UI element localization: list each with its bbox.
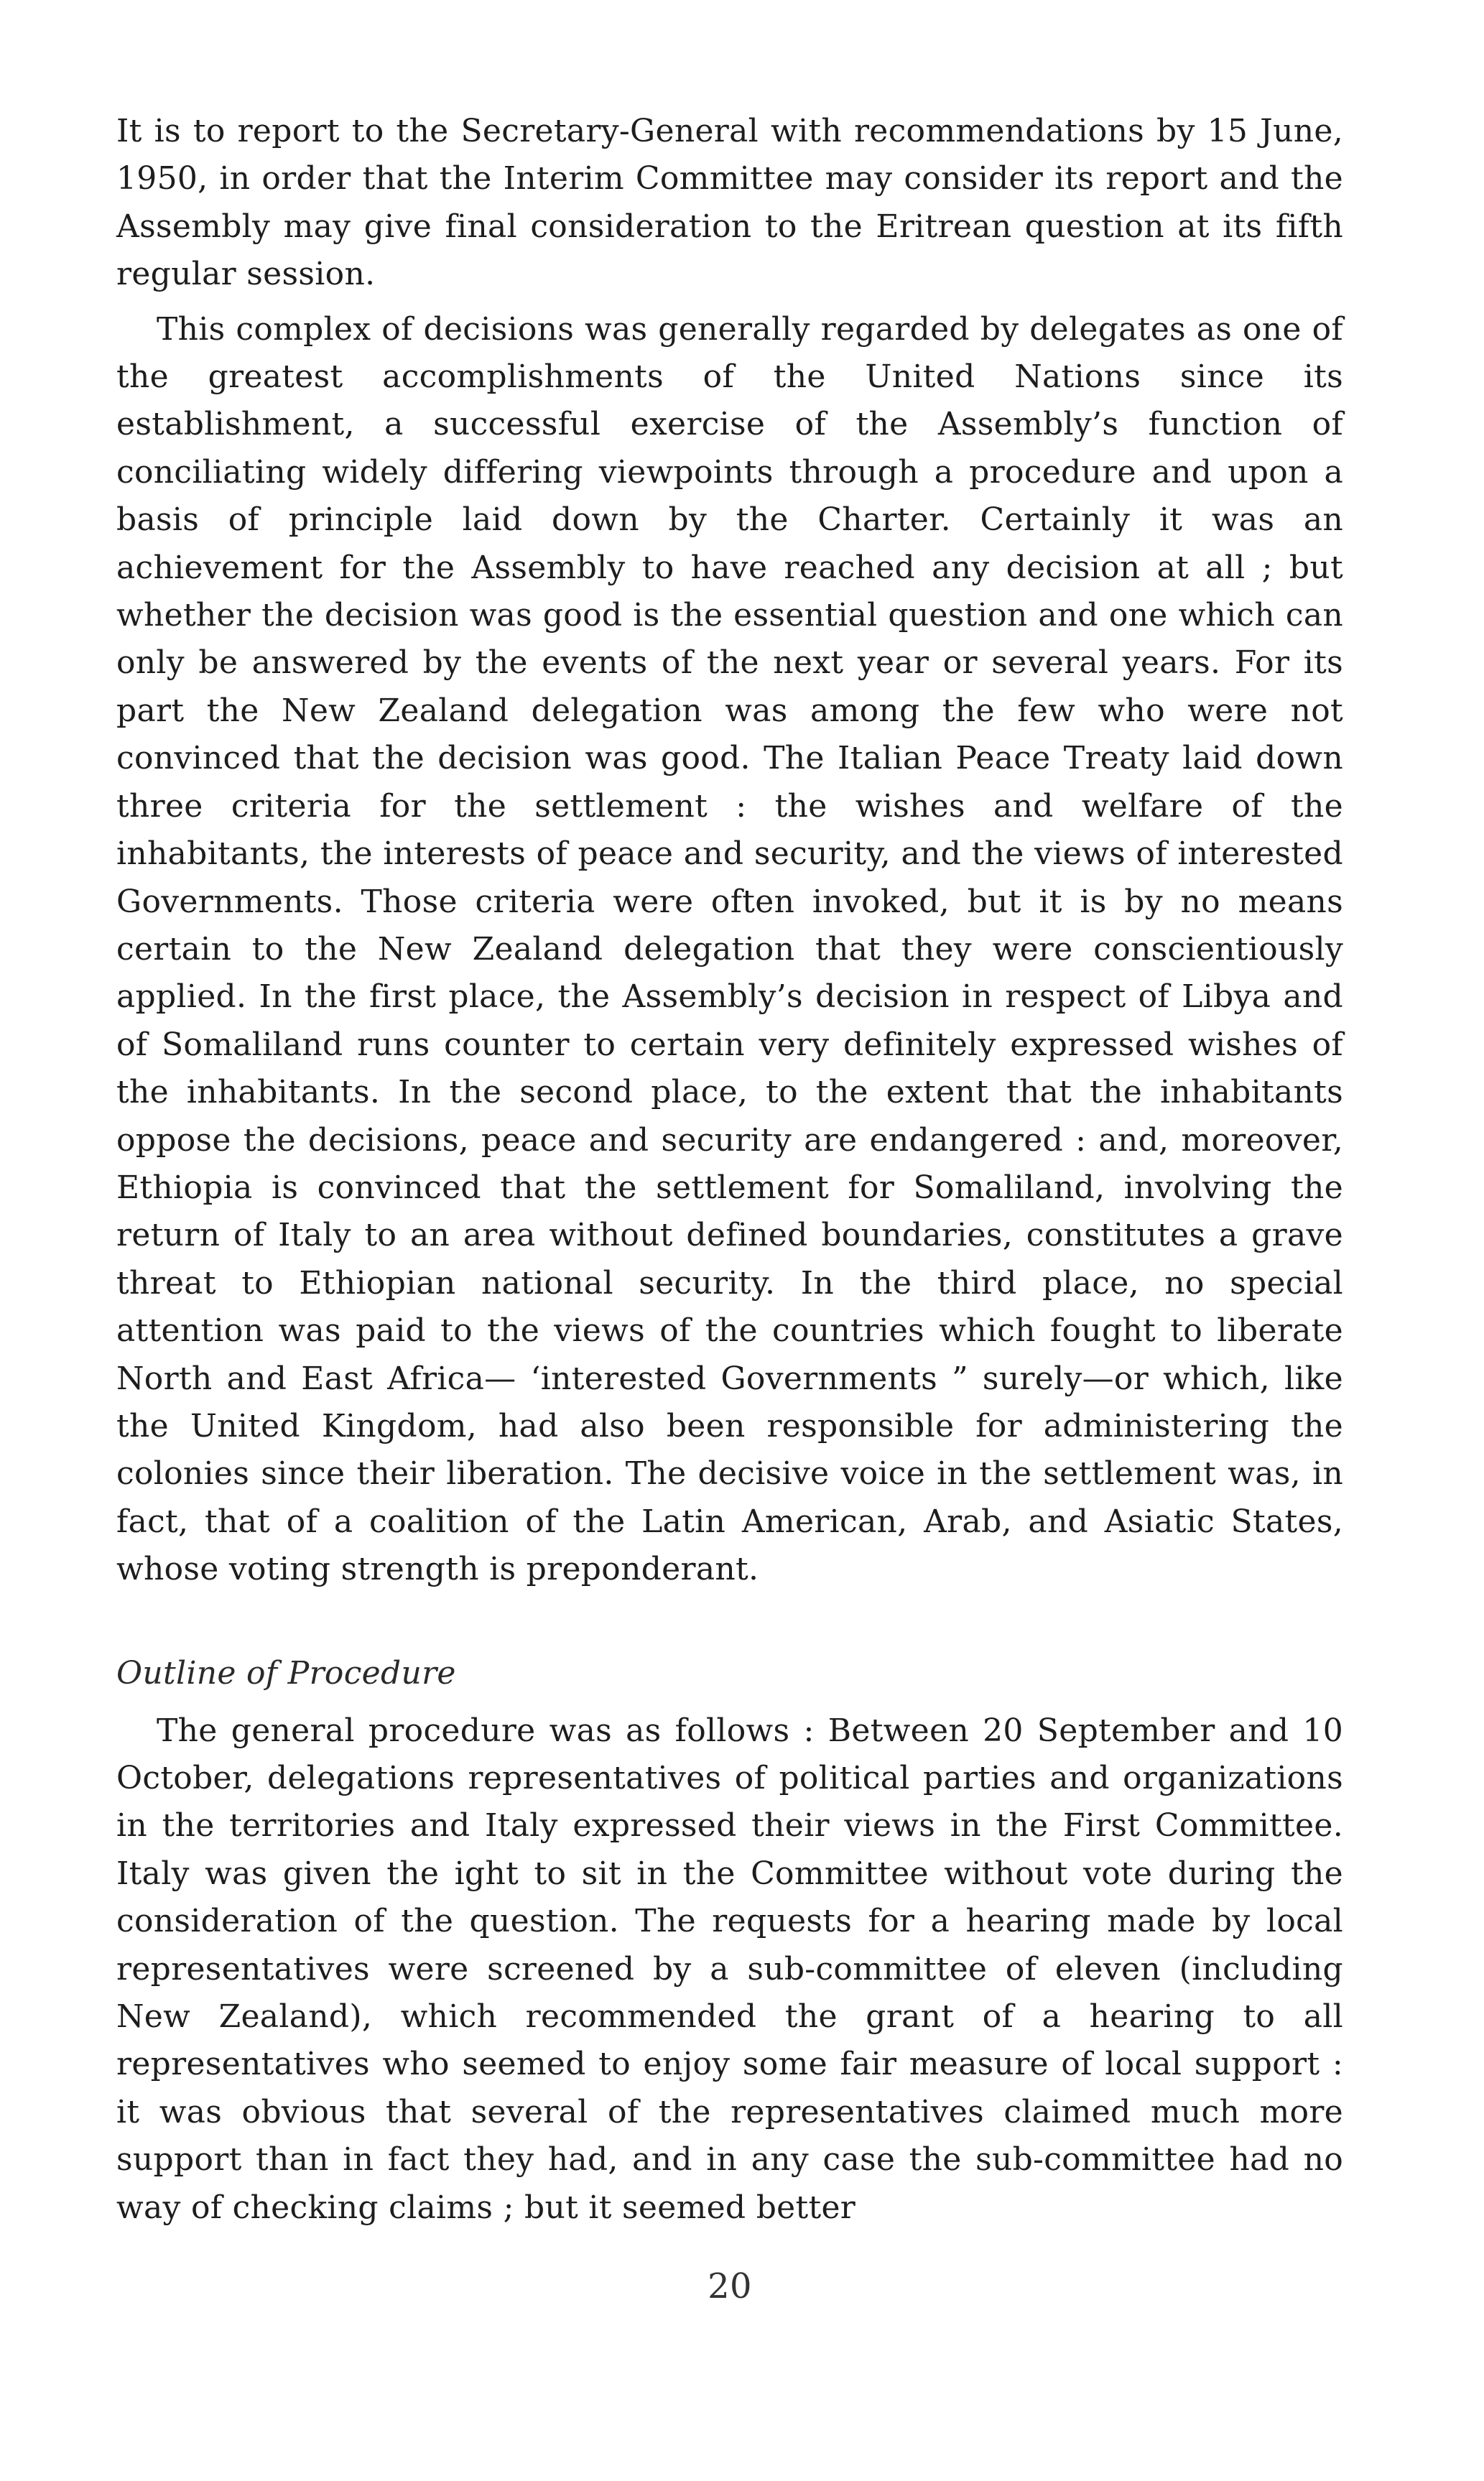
paragraph-decisions-assessment: This complex of decisions was generally regarded by delegates as one of the greatest accomplishments of the United Nations since its establishment, a successful exercise of the Assembly’s function of conciliating widely differing viewpoints through a procedure and upon a basis of principle laid down by the Charter. Certainly it was an achievement for the Assembly to have reached any decision at all ; but whether the decision was good is the essential question and one which can only be answered by the events of the next year or several years. For its part the New Zealand delegation was among the few who were not convinced that the decision was good. The Italian Peace Treaty laid down three criteria for the settlement : the wishes and welfare of the inhabitants, the interests of peace and security, and the views of interested Governments. Those criteria were often invoked, but it is by no means certain to the New Zealand delegation that they were conscientiously applied. In the first place, the Assembly’s decision in respect of Libya and of Somaliland runs counter to certain very definitely expressed wishes of the inhabitants. In the second place, to the extent that the inhabitants oppose the decisions, peace and security are endangered : and, moreover, Ethiopia is convinced that the settlement for Somaliland, involving the return of Italy to an area without defined boundaries, constitutes a grave threat to Ethiopian national security. In the third place, no special attention was paid to the views of the countries which fought to liberate North and East Africa— ‘interested Governments ” surely—or which, like the United Kingdom, had also been responsible for administering the colonies since their liberation. The decisive voice in the settlement was, in fact, that of a coalition of the Latin American, Arab, and Asiatic States, whose voting strength is preponderant. xyxy=(116,310,1343,1588)
section-heading: Outline of Procedure xyxy=(116,1654,456,1692)
page-number: 20 xyxy=(708,2266,752,2306)
document-page xyxy=(116,108,1343,2442)
paragraph-continuation: It is to report to the Secretary-General with recommendations by 15 June, 1950, in order that the Interim Committee may consider its report and the Assembly may give final consideration to the Eritrean question at its fifth regular session. xyxy=(116,113,1343,293)
paragraph-procedure: The general procedure was as follows : Between 20 September and 10 October, delegations representatives of political parties and organizations in the territories and Italy expressed their views in the First Committee. Italy was given the ight to sit in the Committee without vote during the consideration of the question. The requests for a hearing made by local representatives were screened by a sub-committee of eleven (including New Zealand), which recommended the grant of a hearing to all representatives who seemed to enjoy some fair measure of local support : it was obvious that several of the representatives claimed much more support than in fact they had, and in any case the sub-committee had no way of checking claims ; but it seemed better xyxy=(116,1712,1343,2226)
